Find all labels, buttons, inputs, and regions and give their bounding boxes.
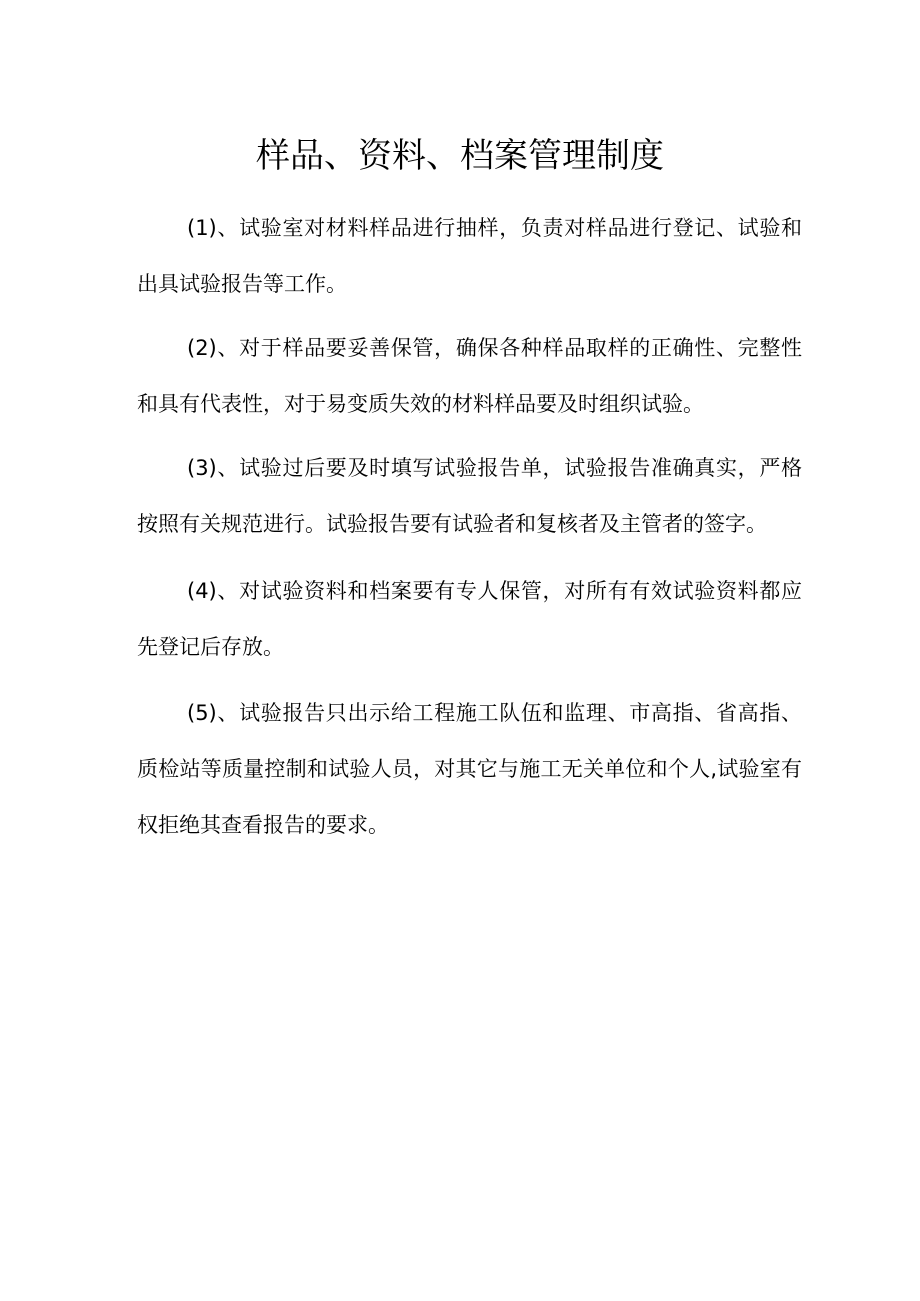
paragraph-2: (2)、对于样品要妥善保管，确保各种样品取样的正确性、完整性和具有代表性，对于易变质失效的材料样品要及时组织试验。: [137, 336, 802, 416]
paragraph-1: (1)、试验室对材料样品进行抽样，负责对样品进行登记、试验和出具试验报告等工作。: [137, 216, 802, 296]
document-title: 样品、资料、档案管理制度: [256, 136, 664, 176]
paragraph-3: (3)、试验过后要及时填写试验报告单，试验报告准确真实，严格按照有关规范进行。试验报告要有试验者和复核者及主管者的签字。: [137, 456, 802, 536]
paragraph-4: (4)、对试验资料和档案要有专人保管，对所有有效试验资料都应先登记后存放。: [137, 579, 802, 659]
paragraph-5: (5)、试验报告只出示给工程施工队伍和监理、市高指、省高指、质检站等质量控制和试验人员，对其它与施工无关单位和个人,试验室有权拒绝其查看报告的要求。: [137, 701, 802, 837]
